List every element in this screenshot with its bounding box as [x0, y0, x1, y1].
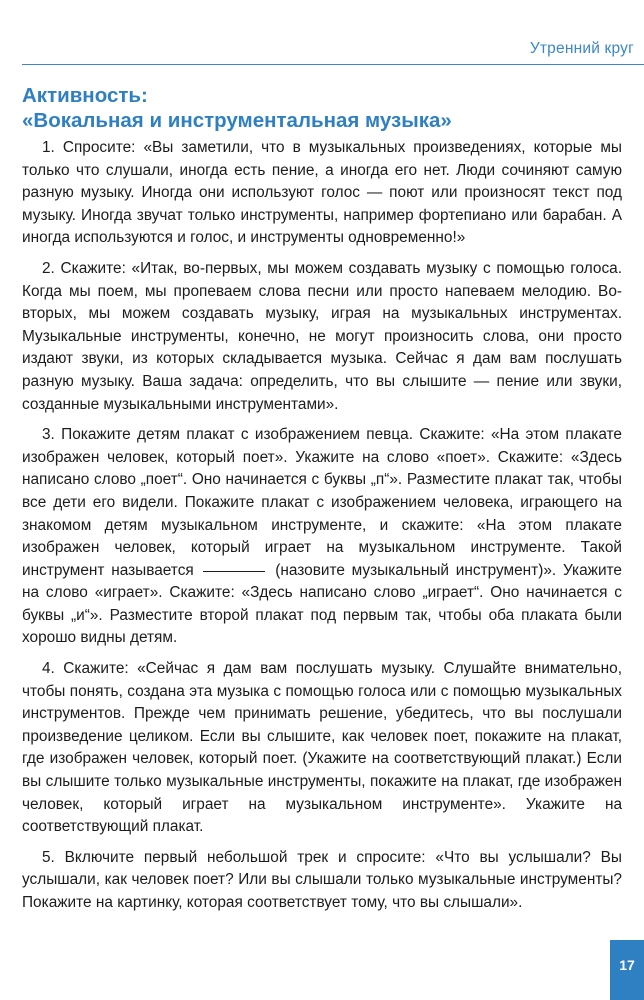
- page-number-tab: [610, 940, 644, 1000]
- paragraph-4: 4. Скажите: «Сейчас я дам вам послушать музыку. Слушайте внимательно, чтобы понять, создана эта музыка с помощью голоса или с помощью музыкальных инструментов. Прежде чем принимать решение, убедитесь, что вы послушали произведение целиком. Если вы слышите, как человек поет, покажите на плакат, где изображен человек, который поет. (Укажите на соответствующий плакат.) Если вы слышите только музыкальные инструменты, покажите на плакат, где изображен человек, который играет на музыкальном инструменте». Укажите на соответствующий плакат.: [22, 660, 622, 836]
- paragraph-3-part-1: 3. Покажите детям плакат с изображением певца. Скажите: «На этом плакате изображен человек, который поет». Укажите на слово «поет». Скажите: «Здесь написано слово „поет“. Оно начинается с буквы „п“». Разместите плакат так, чтобы все дети его видели. Покажите плакат с изображением человека, играющего на знакомом детям музыкальном инструменте, и скажите: «На этом плакате изображен человек, который играет на музыкальном инструменте. Такой инструмент называется: [22, 426, 622, 579]
- fill-in-blank: [203, 571, 265, 572]
- title-line-1: Активность:: [22, 84, 148, 107]
- header-rule: [22, 64, 644, 65]
- paragraph-5: 5. Включите первый небольшой трек и спросите: «Что вы услышали? Вы услышали, как человек поет? Или вы слышали только музыкальные инструменты? Покажите на картинку, которая соответствует тому, что вы слышали».: [22, 848, 622, 911]
- activity-title: [22, 83, 622, 133]
- paragraph-2: 2. Скажите: «Итак, во-первых, мы можем создавать музыку с помощью голоса. Когда мы поем, мы пропеваем слова песни или просто напеваем мелодию. Во-вторых, мы можем создавать музыку, играя на музыкальных инструментах. Музыкальные инструменты, конечно, не могут произносить слова, они просто издают звуки, из которых складывается музыка. Сейчас я дам вам послушать разную музыку. Ваша задача: определить, что вы слышите — пение или звуки, созданные музыкальными инструментами».: [22, 259, 622, 413]
- paragraph-3-part-2: (назовите музыкальный инструмент)». Укажите на слово «играет». Скажите: «Здесь написано слово „играет“. Оно начинается с буквы „и“». Разместите второй плакат под первым так, чтобы оба плаката были хорошо видны детям.: [22, 561, 622, 647]
- page-number: 17: [619, 957, 635, 973]
- paragraph-1: 1. Спросите: «Вы заметили, что в музыкальных произведениях, которые мы только что слушали, иногда есть пение, а иногда его нет. Люди сочиняют самую разную музыку. Иногда они используют голос — поют или произносят текст под музыку. Иногда звучат только инструменты, например фортепиано или барабан. А иногда используются и голос, и инструменты одновременно!»: [22, 139, 622, 247]
- section-label: Утренний круг: [529, 40, 634, 57]
- title-line-2: «Вокальная и инструментальная музыка»: [22, 109, 452, 132]
- paragraph-3: [22, 424, 622, 650]
- body-text: [22, 137, 622, 923]
